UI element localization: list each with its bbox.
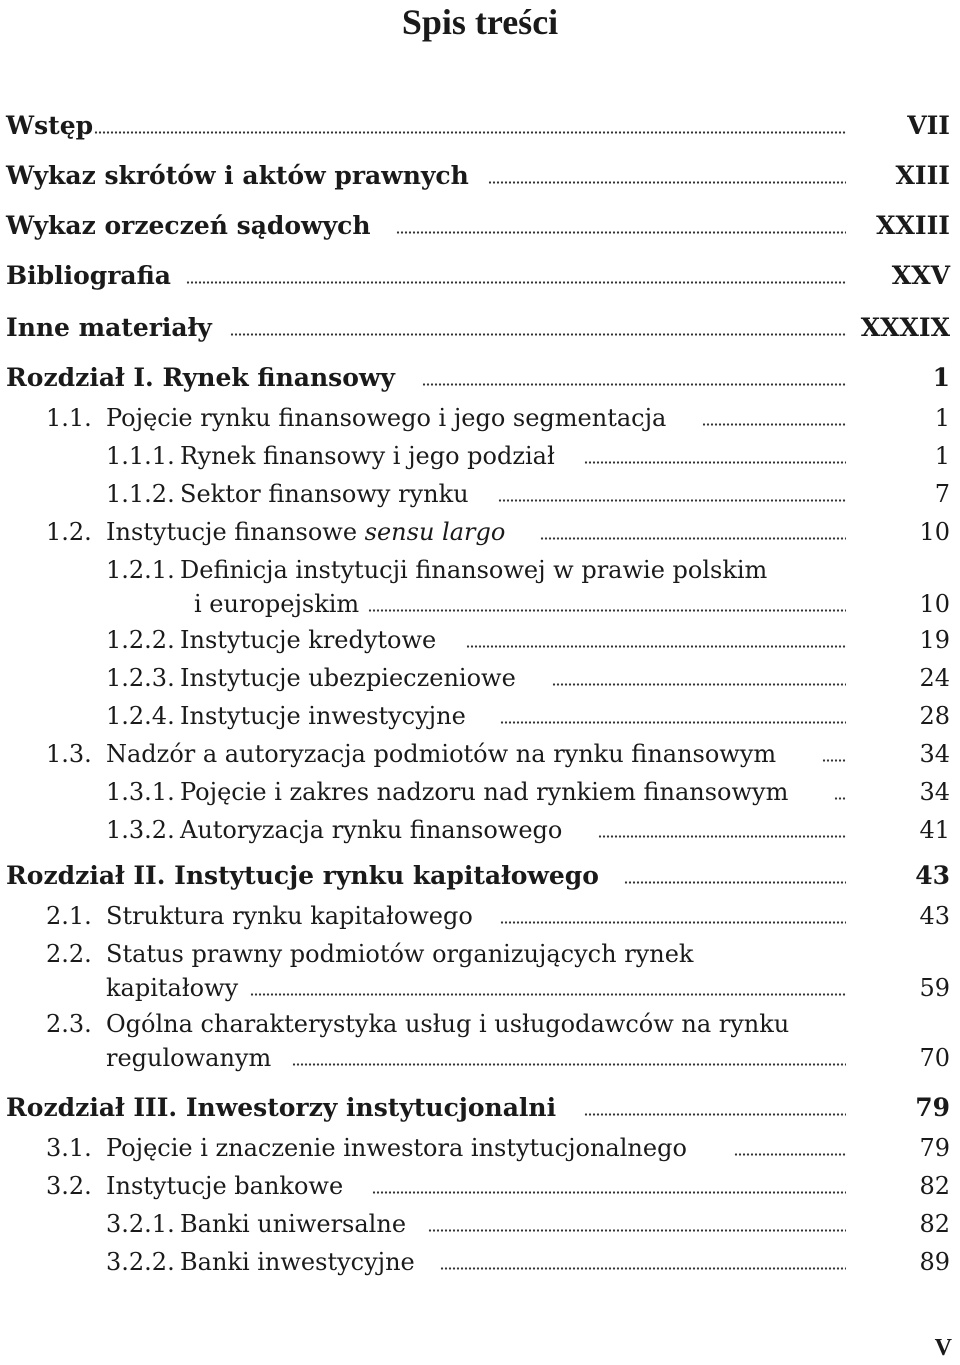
toc-entry-number: 3.2.2.	[106, 1248, 175, 1276]
toc-entry[interactable]	[0, 702, 960, 730]
toc-entry-page: XXV	[891, 261, 950, 290]
toc-entry[interactable]	[0, 442, 960, 470]
toc-entry-number: 3.2.1.	[106, 1210, 175, 1238]
toc-entry[interactable]	[0, 1210, 960, 1238]
leader-dots	[598, 835, 846, 838]
toc-entry-label: i europejskim	[194, 590, 360, 618]
toc-entry-number: 2.2.	[46, 940, 92, 968]
toc-entry[interactable]	[0, 902, 960, 930]
leader-dots	[584, 461, 846, 464]
toc-entry-label: Instytucje bankowe	[106, 1172, 344, 1200]
leader-dots	[466, 645, 846, 648]
toc-entry-page: 34	[919, 740, 950, 768]
toc-entry-number: 3.1.	[46, 1134, 92, 1162]
toc-entry-page: VII	[907, 111, 950, 140]
toc-entry[interactable]	[0, 1010, 960, 1038]
leader-dots	[440, 1267, 846, 1270]
toc-entry-number: 1.2.2.	[106, 626, 175, 654]
toc-chapter[interactable]	[0, 1092, 960, 1122]
toc-entry-label: Sektor finansowy rynku	[180, 480, 469, 508]
toc-entry-label: Rozdział I. Rynek finansowy	[6, 363, 395, 392]
toc-entry-number: 1.3.2.	[106, 816, 175, 844]
leader-dots	[250, 993, 846, 996]
toc-entry-label: Wykaz skrótów i aktów prawnych	[6, 161, 469, 190]
toc-entry-label: Instytucje kredytowe	[180, 626, 437, 654]
toc-entry-page: 1	[932, 363, 950, 392]
leader-dots	[488, 181, 846, 184]
toc-entry-page: 10	[919, 590, 950, 618]
toc-entry-label: Instytucje ubezpieczeniowe	[180, 664, 516, 692]
leader-dots	[624, 881, 846, 884]
toc-entry-page: XXXIX	[860, 313, 950, 342]
toc-entry[interactable]	[0, 664, 960, 692]
toc-entry-page: XIII	[895, 161, 950, 190]
toc-entry-label: Pojęcie i znaczenie inwestora instytucjonalnego	[106, 1134, 687, 1162]
leader-dots	[822, 759, 846, 762]
toc-entry-page: 10	[919, 518, 950, 546]
toc-entry-label: Wstęp	[6, 111, 94, 140]
toc-entry-page: 28	[919, 702, 950, 730]
leader-dots	[498, 499, 846, 502]
toc-entry[interactable]	[0, 518, 960, 546]
toc-entry[interactable]	[0, 740, 960, 768]
toc-entry-page: 82	[919, 1210, 950, 1238]
toc-entry-label: Pojęcie rynku finansowego i jego segmentacja	[106, 404, 667, 432]
toc-entry-page: 70	[919, 1044, 950, 1072]
toc-entry-number: 1.3.	[46, 740, 92, 768]
leader-dots	[540, 537, 846, 540]
toc-entry-number: 3.2.	[46, 1172, 92, 1200]
toc-entry[interactable]	[0, 312, 960, 342]
toc-entry[interactable]	[0, 556, 960, 584]
leader-dots	[292, 1063, 846, 1066]
toc-entry-page: 59	[919, 974, 950, 1002]
toc-entry-page: 7	[934, 480, 950, 508]
leader-dots	[500, 721, 846, 724]
toc-entry-label: Rozdział III. Inwestorzy instytucjonalni	[6, 1093, 557, 1122]
toc-chapter[interactable]	[0, 362, 960, 392]
toc-entry[interactable]	[0, 260, 960, 290]
leader-dots	[422, 383, 846, 386]
toc-entry-page: 82	[919, 1172, 950, 1200]
toc-entry-page: 24	[919, 664, 950, 692]
toc-entry-number: 1.2.1.	[106, 556, 175, 584]
toc-entry-continuation[interactable]	[0, 974, 960, 1002]
toc-entry[interactable]	[0, 1134, 960, 1162]
toc-entry-page: 89	[919, 1248, 950, 1276]
toc-entry-label: Status prawny podmiotów organizujących rynek	[106, 940, 694, 968]
leader-dots	[428, 1229, 846, 1232]
toc-entry-label: Autoryzacja rynku finansowego	[180, 816, 563, 844]
toc-entry-label: kapitałowy	[106, 974, 239, 1002]
leader-dots	[500, 921, 846, 924]
toc-entry[interactable]	[0, 160, 960, 190]
toc-entry-page: 43	[915, 861, 950, 890]
toc-entry-label: Instytucje inwestycyjne	[180, 702, 466, 730]
leader-dots	[368, 609, 846, 612]
page-title: Spis treści	[401, 2, 559, 42]
toc-entry-page: 43	[919, 902, 950, 930]
toc-entry[interactable]	[0, 778, 960, 806]
toc-entry-number: 1.3.1.	[106, 778, 175, 806]
toc-entry-label: Rynek finansowy i jego podział	[180, 442, 555, 470]
toc-entry[interactable]	[0, 816, 960, 844]
toc-entry-number: 1.2.4.	[106, 702, 175, 730]
toc-entry-label: Struktura rynku kapitałowego	[106, 902, 473, 930]
toc-entry-number: 1.1.	[46, 404, 92, 432]
leader-dots	[734, 1153, 846, 1156]
toc-entry-label-text: Instytucje finansowe	[106, 518, 358, 546]
toc-entry-page: XXIII	[876, 211, 950, 240]
toc-entry-label: regulowanym	[106, 1044, 272, 1072]
toc-entry[interactable]	[0, 1248, 960, 1276]
toc-entry-number: 1.2.	[46, 518, 92, 546]
toc-entry-label: Wykaz orzeczeń sądowych	[6, 211, 371, 240]
toc-entry-number: 2.3.	[46, 1010, 92, 1038]
toc-entry-page: 41	[919, 816, 950, 844]
toc-entry-label: Pojęcie i zakres nadzoru nad rynkiem finansowym	[180, 778, 789, 806]
toc-entry[interactable]	[0, 1172, 960, 1200]
toc-entry-page: 19	[919, 626, 950, 654]
leader-dots	[396, 231, 846, 234]
toc-entry-number: 1.2.3.	[106, 664, 175, 692]
toc-entry[interactable]	[0, 110, 960, 140]
toc-entry-label: Definicja instytucji finansowej w prawie polskim	[180, 556, 768, 584]
toc-entry-page: 79	[919, 1134, 950, 1162]
toc-entry-continuation[interactable]	[0, 1044, 960, 1072]
toc-entry-page: 34	[919, 778, 950, 806]
toc-entry[interactable]	[0, 626, 960, 654]
toc-chapter[interactable]	[0, 860, 960, 890]
toc-entry[interactable]	[0, 480, 960, 508]
toc-entry[interactable]	[0, 940, 960, 968]
leader-dots	[94, 131, 846, 134]
toc-entry-label: Rozdział II. Instytucje rynku kapitałowego	[6, 861, 599, 890]
toc-entry-label: Banki inwestycyjne	[180, 1248, 415, 1276]
leader-dots	[702, 423, 846, 426]
leader-dots	[186, 281, 846, 284]
toc-entry-label: Inne materiały	[6, 313, 212, 342]
toc-entry-number: 1.1.1.	[106, 442, 175, 470]
leader-dots	[230, 333, 846, 336]
footer-page-number: V	[934, 1335, 952, 1361]
leader-dots	[584, 1113, 846, 1116]
leader-dots	[834, 797, 846, 800]
toc-entry-page: 1	[934, 404, 950, 432]
leader-dots	[372, 1191, 846, 1194]
toc-entry-label-italic: sensu largo	[364, 518, 506, 546]
toc-entry-continuation[interactable]	[0, 590, 960, 618]
toc-entry-label	[106, 518, 505, 546]
toc-entry[interactable]	[0, 210, 960, 240]
toc-entry-label: Bibliografia	[6, 261, 172, 290]
toc-entry[interactable]	[0, 404, 960, 432]
toc-entry-number: 1.1.2.	[106, 480, 175, 508]
leader-dots	[552, 683, 846, 686]
toc-entry-label: Banki uniwersalne	[180, 1210, 407, 1238]
toc-entry-label: Nadzór a autoryzacja podmiotów na rynku finansowym	[106, 740, 777, 768]
toc-entry-page: 79	[915, 1093, 950, 1122]
toc-entry-label: Ogólna charakterystyka usług i usługodawców na rynku	[106, 1010, 790, 1038]
toc-entry-page: 1	[934, 442, 950, 470]
toc-entry-number: 2.1.	[46, 902, 92, 930]
